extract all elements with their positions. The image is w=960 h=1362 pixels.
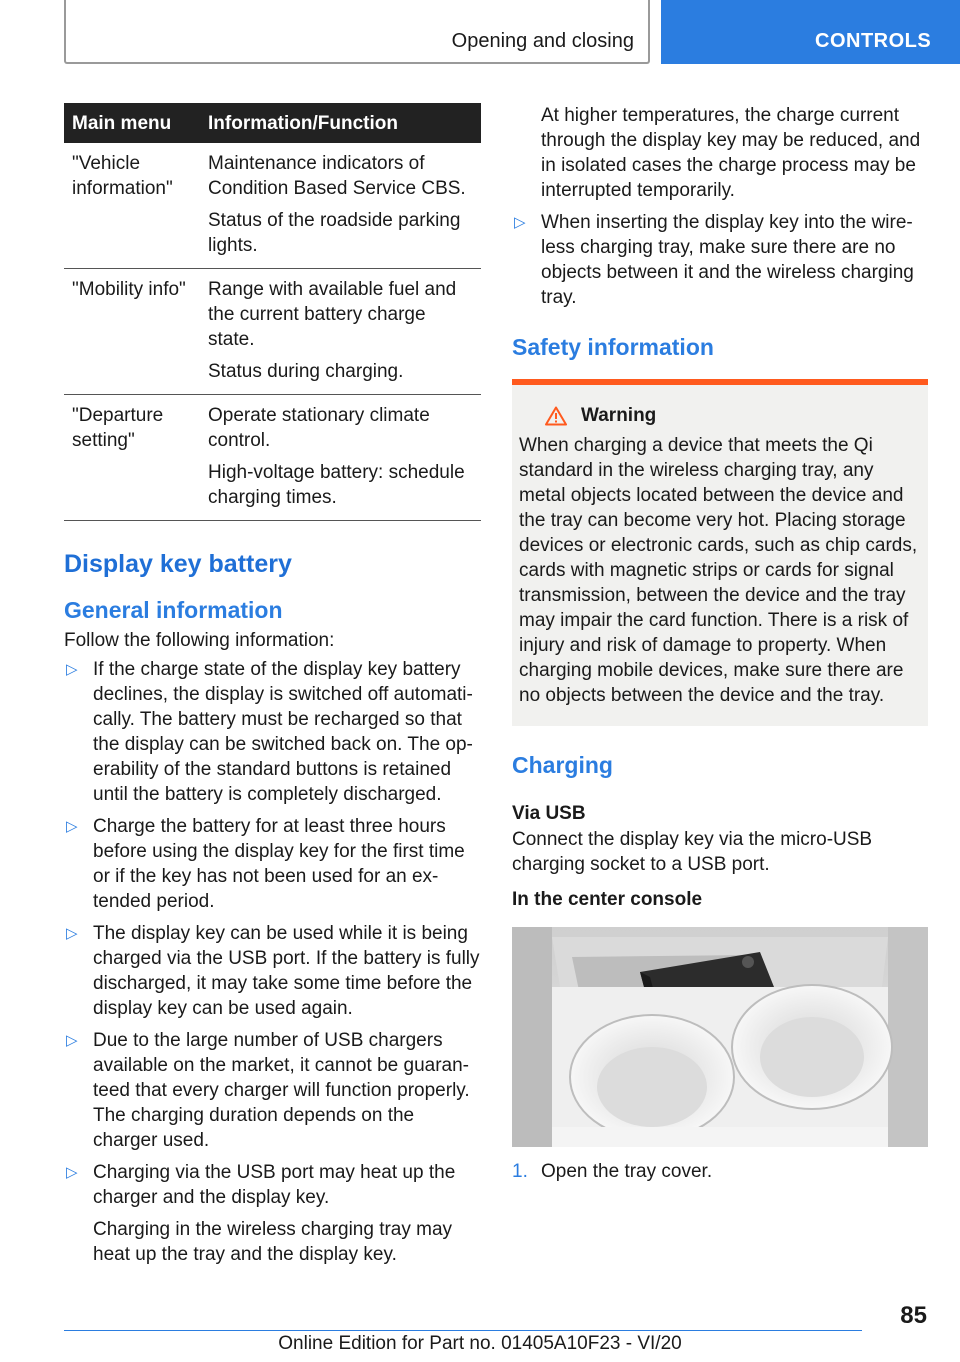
table-cell-line: Status during charging. bbox=[208, 361, 404, 382]
table-header-row bbox=[64, 103, 481, 143]
list-item bbox=[512, 210, 928, 310]
list-item bbox=[64, 814, 481, 914]
warning-title bbox=[519, 405, 920, 427]
table-cell-line: Maintenance indicators of Condition Based Service CBS. bbox=[208, 153, 466, 199]
table-row bbox=[64, 395, 481, 521]
header-chapter-tab bbox=[661, 0, 960, 64]
subheading-charging: Charging bbox=[512, 752, 613, 778]
page-number: 85 bbox=[900, 1302, 927, 1329]
heading-center-console: In the center console bbox=[512, 889, 703, 910]
list-item-text: If the charge state of the display key battery declines, the display is switched off automati‐cally. The battery must be recharged so that the display can be switched back on. The op‐erability of the standard buttons is retained until the battery is completely discharged. bbox=[93, 659, 473, 805]
subheading-safety-info: Safety information bbox=[512, 334, 714, 360]
table-row bbox=[64, 143, 481, 269]
subheading-general-info: General information bbox=[64, 597, 283, 623]
list-item bbox=[64, 921, 481, 1021]
triangle-bullet-icon: ▷ bbox=[66, 1032, 78, 1049]
list-item-text: At higher temperatures, the charge current through the display key may be reduced, and in isolated cases the charge process may be interrupted temporarily. bbox=[541, 105, 921, 201]
step-number: 1. bbox=[512, 1161, 528, 1182]
display-key-bullet-list-continued bbox=[512, 103, 928, 310]
menu-info-table bbox=[64, 103, 481, 521]
triangle-bullet-icon: ▷ bbox=[66, 818, 78, 835]
list-item-text: Due to the large number of USB chargers available on the market, it cannot be guaran‐teed that every charger will function properly. The charging duration depends on the charger used. bbox=[93, 1030, 470, 1151]
warning-text: When charging a device that meets the Qi standard in the wireless charging tray, any metal objects located between the device and the tray can become very hot. Placing storage devices or electronic cards, such as chip cards, cards with magnetic strips or cards for signal transmission, between the device and the tray may impair the card function. There is a risk of injury and risk of damage to property. When charging mobile devices, make sure there are no objects between the device and the tray. bbox=[519, 435, 918, 706]
footer-divider bbox=[64, 1330, 862, 1331]
table-header-cell: Information/Function bbox=[200, 103, 481, 143]
table-cell-line: Range with available fuel and the current battery charge state. bbox=[208, 279, 457, 350]
table-cell-line: Status of the roadside parking lights. bbox=[208, 210, 461, 256]
center-console-tray-image bbox=[512, 927, 928, 1147]
table-cell-line: Operate stationary climate control. bbox=[208, 405, 430, 451]
right-column bbox=[512, 103, 928, 1184]
section-heading-display-key: Display key battery bbox=[64, 550, 292, 578]
list-item-continued bbox=[512, 103, 928, 203]
list-item-text: Charging via the USB port may heat up the charger and the display key. bbox=[93, 1162, 456, 1208]
table-row bbox=[64, 269, 481, 395]
list-item bbox=[64, 1028, 481, 1153]
warning-box bbox=[512, 379, 928, 726]
triangle-bullet-icon: ▷ bbox=[66, 1164, 78, 1181]
display-key-bullet-list bbox=[64, 657, 481, 1267]
left-column bbox=[64, 103, 481, 1274]
warning-triangle-icon bbox=[545, 406, 567, 426]
table-cell-info bbox=[200, 143, 481, 269]
list-item bbox=[64, 1160, 481, 1267]
list-item-text: Charging in the wireless charging tray may heat up the tray and the display key. bbox=[93, 1219, 453, 1265]
footer-edition-text: Online Edition for Part no. 01405A10F23 - VI/20 bbox=[278, 1333, 682, 1354]
header-section-tab bbox=[64, 0, 650, 64]
warning-title-text: Warning bbox=[581, 405, 657, 426]
table-cell-menu: "Mobility info" bbox=[64, 269, 200, 395]
header-section-title: Opening and closing bbox=[451, 30, 634, 52]
list-item-text: The display key can be used while it is being charged via the USB port. If the battery is fully discharged, it may take some time before the display key can be used again. bbox=[93, 923, 480, 1019]
list-item-text: Charge the battery for at least three hours before using the display key for the first time or if the key has not been used for an ex‐tended period. bbox=[93, 816, 465, 912]
list-item bbox=[64, 657, 481, 807]
table-header-cell: Main menu bbox=[64, 103, 200, 143]
usb-text: Connect the display key via the micro-USB charging socket to a USB port. bbox=[512, 829, 873, 875]
heading-via-usb: Via USB bbox=[512, 803, 586, 824]
table-cell-menu: "Vehicle information" bbox=[64, 143, 200, 269]
table-cell-info bbox=[200, 269, 481, 395]
triangle-bullet-icon: ▷ bbox=[514, 214, 526, 231]
table-cell-line: High-voltage battery: schedule charging times. bbox=[208, 462, 465, 508]
list-item bbox=[512, 1159, 928, 1184]
charging-steps-list bbox=[512, 1159, 928, 1184]
header-chapter-title: CONTROLS bbox=[815, 30, 932, 52]
step-text: Open the tray cover. bbox=[541, 1161, 713, 1182]
list-item-text: When inserting the display key into the wire‐less charging tray, make sure there are no objects between it and the wireless charging tray. bbox=[541, 212, 914, 308]
intro-text: Follow the following information: bbox=[64, 630, 335, 651]
table-cell-info bbox=[200, 395, 481, 521]
table-cell-menu: "Departure setting" bbox=[64, 395, 200, 521]
triangle-bullet-icon: ▷ bbox=[66, 925, 78, 942]
triangle-bullet-icon: ▷ bbox=[66, 661, 78, 678]
